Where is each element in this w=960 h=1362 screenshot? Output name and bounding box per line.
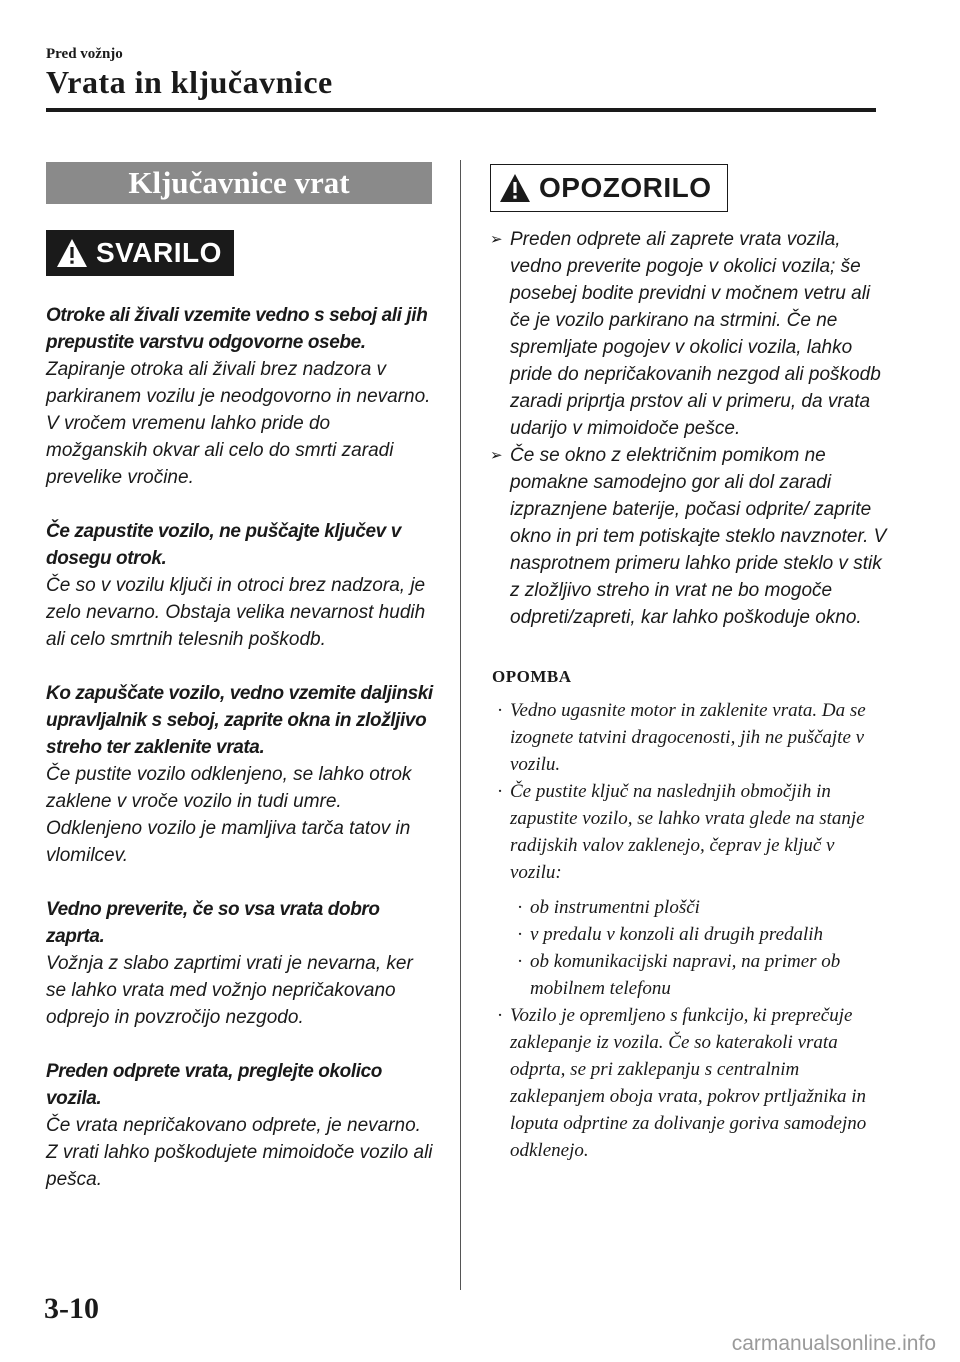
header-rule (46, 108, 876, 112)
dot-bullet-icon: · (496, 781, 504, 802)
svarilo-box (46, 230, 234, 276)
arrow-bullet-icon: ➢ (490, 231, 503, 248)
column-divider (460, 160, 461, 1290)
svarilo-item-heading: Preden odprete vrata, preglejte okolico vozila. (46, 1061, 383, 1109)
svarilo-item-heading: Vedno preverite, če so vsa vrata dobro zaprta. (46, 899, 380, 947)
opomba-item-text: Vozilo je opremljeno s funkcijo, ki preprečuje zaklepanje iz vozila. Če so katerakoli vrata odprta, se pri zaklepanju s centralnim zaklepanjem oboja vrata, pokrov prtljažnika in loputa odprtine za dolivanje goriva samodejno odklenejo. (510, 1005, 867, 1161)
svarilo-item-text: Zapiranje otroka ali živali brez nadzora v parkiranem vozilu je neodgovorno in nevarno. V vročem vremenu lahko pride do možganskih okvar ali celo do smrti zaradi prevelike vročine. (46, 359, 431, 488)
svarilo-item (46, 302, 436, 491)
watermark: carmanualsonline.info (731, 1332, 936, 1355)
opomba-item (490, 697, 890, 778)
dot-bullet-icon: · (496, 700, 504, 721)
opomba-list (490, 697, 890, 1164)
svarilo-item (46, 1058, 436, 1193)
svarilo-item (46, 518, 436, 653)
opomba-subitem (510, 921, 890, 948)
opozorilo-label: OPOZORILO (539, 172, 712, 203)
svarilo-list (46, 302, 436, 1220)
opomba-subitem (510, 948, 890, 1002)
opomba-subitem-text: ob instrumentni plošči (530, 897, 700, 918)
opomba-subitem (510, 894, 890, 921)
opozorilo-box (490, 164, 728, 212)
svarilo-item-heading: Otroke ali živali vzemite vedno s seboj ali jih prepustite varstvu odgovorne osebe. (46, 305, 428, 353)
dot-bullet-icon: · (516, 924, 524, 945)
dot-bullet-icon: · (496, 1005, 504, 1026)
svarilo-item-text: Če pustite vozilo odklenjeno, se lahko otrok zaklene v vroče vozilo in tudi umre. Odklenjeno vozilo je mamljiva tarča tatov in vlomilcev. (46, 764, 412, 866)
opozorilo-item-text: Preden odprete ali zaprete vrata vozila, vedno preverite pogoje v okolici vozila; še posebej bodite previdni v močnem vetru ali če je vozilo parkirano na strmini. Če ne spremljate pogojev v okolici vozila, lahko pride do nepričakovanih nezgod ali poškodb zaradi priprtja prstov ali v primeru, da vrata udarijo v mimoidoče pešce. (510, 229, 881, 439)
warning-triangle-icon (499, 173, 531, 203)
opomba-label: OPOMBA (492, 667, 572, 686)
section-banner: Ključavnice vrat (46, 162, 432, 204)
opomba-subitem-text: v predalu v konzoli ali drugih predalih (530, 924, 824, 945)
warning-triangle-icon (56, 238, 88, 268)
opomba-item (490, 1002, 890, 1164)
opomba-item-text: Če pustite ključ na naslednjih območjih in zapustite vozilo, se lahko vrata glede na stanje radijskih valov zaklenejo, čeprav je ključ v vozilu: (510, 781, 865, 883)
svarilo-item-text: Če so v vozilu ključi in otroci brez nadzora, je zelo nevarno. Obstaja velika nevarnost hudih ali celo smrtnih telesnih poškodb. (46, 575, 426, 650)
opomba-item-text: Vedno ugasnite motor in zaklenite vrata. Da se izognete tatvini dragocenosti, jih ne puščajte v vozilu. (510, 700, 866, 775)
header-section: Pred vožnjo (46, 46, 123, 62)
right-column (490, 226, 890, 1164)
svarilo-label: SVARILO (96, 237, 222, 268)
arrow-bullet-icon: ➢ (490, 447, 503, 464)
svarilo-item-text: Če vrata nepričakovano odprete, je nevarno. Z vrati lahko poškodujete mimoidoče vozilo ali pešca. (46, 1115, 433, 1190)
page-title: Vrata in ključavnice (46, 64, 333, 100)
dot-bullet-icon: · (516, 951, 524, 972)
page-number: 3-10 (44, 1292, 99, 1325)
dot-bullet-icon: · (516, 897, 524, 918)
opozorilo-item (490, 226, 890, 442)
svarilo-item (46, 896, 436, 1031)
svarilo-item-heading: Če zapustite vozilo, ne puščajte ključev v dosegu otrok. (46, 521, 401, 569)
svarilo-item-text: Vožnja z slabo zaprtimi vrati je nevarna, ker se lahko vrata med vožnjo nepričakovano odprejo in povzročijo nezgodo. (46, 953, 413, 1028)
opozorilo-item-text: Če se okno z električnim pomikom ne pomakne samodejno gor ali dol zaradi izpraznjene baterije, počasi odprite/ zaprite okno in pri tem potiskajte steklo navznoter. V nasprotnem primeru lahko pride steklo v stik z zložljivo streho in vrat ne bo mogoče odpreti/zapreti, kar lahko poškoduje okno. (510, 445, 887, 628)
opomba-item (490, 778, 890, 886)
opomba-sublist (490, 894, 890, 1002)
opozorilo-item (490, 442, 890, 631)
svarilo-item-heading: Ko zapuščate vozilo, vedno vzemite daljinski upravljalnik s seboj, zaprite okna in zložljivo streho ter zaklenite vrata. (46, 683, 433, 758)
svarilo-item (46, 680, 436, 869)
opomba-subitem-text: ob komunikacijski napravi, na primer ob mobilnem telefonu (530, 951, 841, 999)
